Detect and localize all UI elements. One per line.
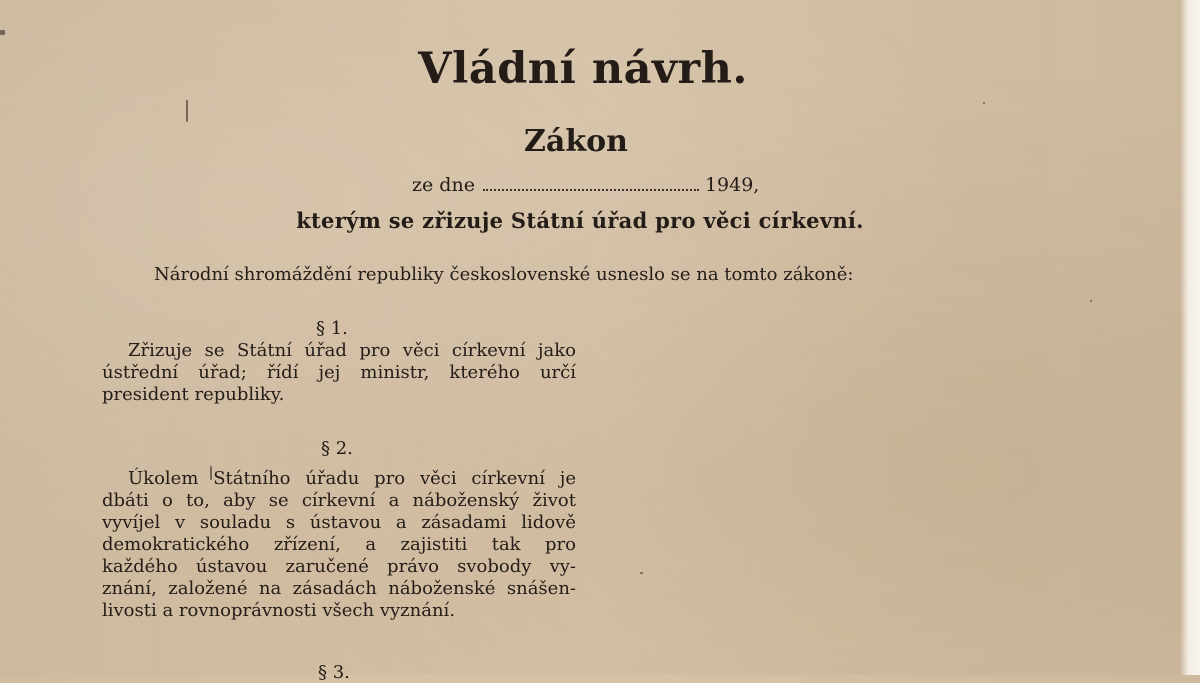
date-year: 1949, (704, 174, 760, 196)
paper-speck (186, 100, 188, 122)
enactment-clause: Národní shromáždění republiky československé usneslo se na tomto zákoně: (154, 264, 854, 285)
paper-speck (0, 30, 5, 35)
section-1-line: Zřizuje se Státní úřad pro věci církevní jako (128, 340, 576, 361)
section-2-line: znání, založené na zásadách náboženské snášen- (102, 578, 576, 599)
document-subheading: Zákon (524, 124, 628, 159)
section-1-line: ústřední úřad; řídí jej ministr, kterého určí (102, 362, 576, 383)
law-title: kterým se zřizuje Státní úřad pro věci církevní. (296, 208, 864, 233)
section-2-line: livosti a rovnoprávnosti všech vyznání. (102, 600, 456, 621)
date-prefix: ze dne (412, 174, 475, 196)
section-2-text (102, 468, 576, 622)
paper-speck (1090, 300, 1092, 302)
section-1-number: § 1. (316, 318, 348, 339)
section-3-number: § 3. (318, 662, 350, 683)
section-1-line: president republiky. (102, 384, 285, 405)
section-2-line: každého ústavou zaručené právo svobody vy- (102, 556, 576, 577)
paper-edge (1180, 0, 1200, 675)
paper-speck (983, 102, 985, 104)
section-2-number: § 2. (321, 438, 353, 459)
paper-speck (640, 572, 643, 574)
section-2-line: dbáti o to, aby se církevní a náboženský život (102, 490, 576, 511)
date-blank (483, 175, 699, 191)
document-heading: Vládní návrh. (418, 44, 748, 94)
section-2-line: demokratického zřízení, a zajistiti tak pro (102, 534, 576, 555)
date-line (412, 174, 759, 196)
section-2-line: Úkolem Státního úřadu pro věci církevní je (128, 468, 576, 489)
section-2-line: vyvíjel v souladu s ústavou a zásadami lidově (102, 512, 576, 533)
section-1-text (102, 340, 576, 406)
